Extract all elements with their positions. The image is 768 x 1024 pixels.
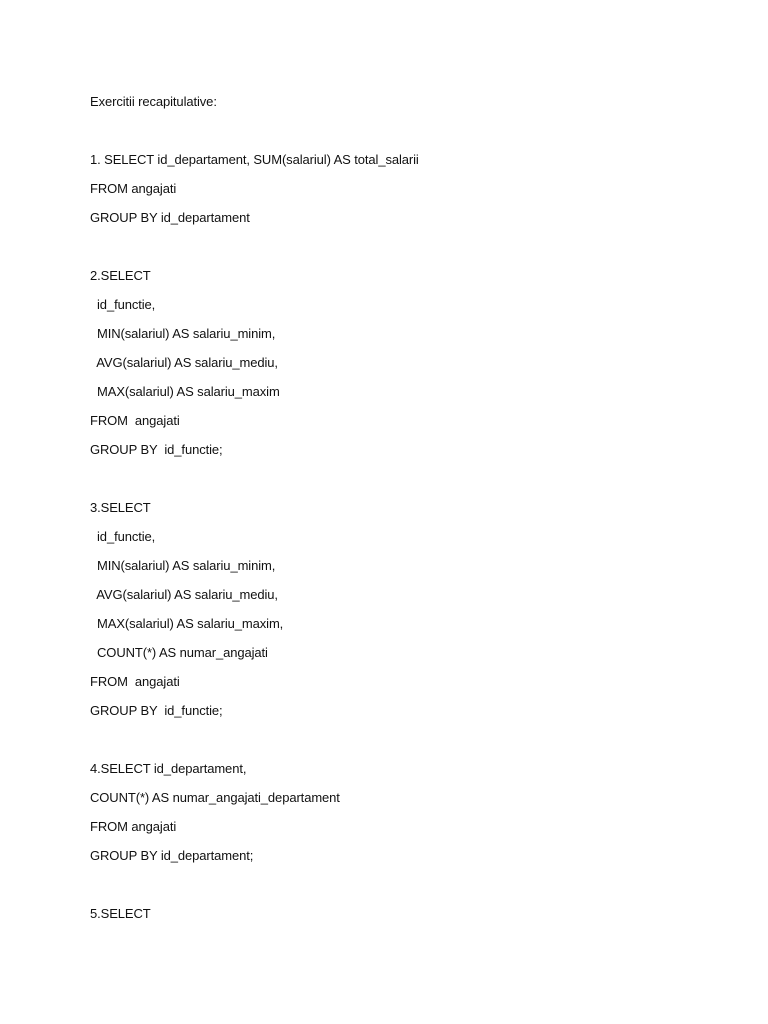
blank-line	[90, 121, 730, 150]
sql-line: id_functie,	[90, 529, 156, 544]
sql-line: 2.SELECT	[90, 268, 151, 283]
sql-line: 3.SELECT	[90, 500, 151, 515]
sql-line: FROM angajati	[90, 819, 177, 834]
sql-line: GROUP BY id_functie;	[90, 703, 223, 718]
document-title: Exercitii recapitulative:	[90, 94, 217, 109]
sql-line: FROM angajati	[90, 413, 180, 428]
sql-line: MIN(salariul) AS salariu_minim,	[90, 558, 276, 573]
sql-line: MAX(salariul) AS salariu_maxim,	[90, 616, 284, 631]
sql-line: 4.SELECT id_departament,	[90, 761, 247, 776]
sql-line: FROM angajati	[90, 181, 177, 196]
sql-line: 1. SELECT id_departament, SUM(salariul) AS total_salarii	[90, 152, 419, 167]
sql-line: COUNT(*) AS numar_angajati	[90, 645, 268, 660]
blank-line	[90, 730, 730, 759]
sql-line: COUNT(*) AS numar_angajati_departament	[90, 790, 340, 805]
sql-line: GROUP BY id_departament	[90, 210, 250, 225]
sql-block-4	[90, 759, 730, 875]
sql-block-2	[90, 266, 730, 469]
sql-block-3	[90, 498, 730, 730]
sql-line: id_functie,	[90, 297, 156, 312]
blank-line	[90, 875, 730, 904]
sql-line: 5.SELECT	[90, 906, 151, 921]
sql-line: MIN(salariul) AS salariu_minim,	[90, 326, 276, 341]
sql-block-5	[90, 904, 730, 933]
blank-line	[90, 237, 730, 266]
sql-block-1	[90, 150, 730, 237]
sql-line: AVG(salariul) AS salariu_mediu,	[90, 355, 278, 370]
sql-line: FROM angajati	[90, 674, 180, 689]
sql-line: GROUP BY id_functie;	[90, 442, 223, 457]
sql-line: AVG(salariul) AS salariu_mediu,	[90, 587, 278, 602]
sql-line: MAX(salariul) AS salariu_maxim	[90, 384, 280, 399]
blank-line	[90, 469, 730, 498]
document-body	[90, 92, 730, 933]
sql-line: GROUP BY id_departament;	[90, 848, 254, 863]
